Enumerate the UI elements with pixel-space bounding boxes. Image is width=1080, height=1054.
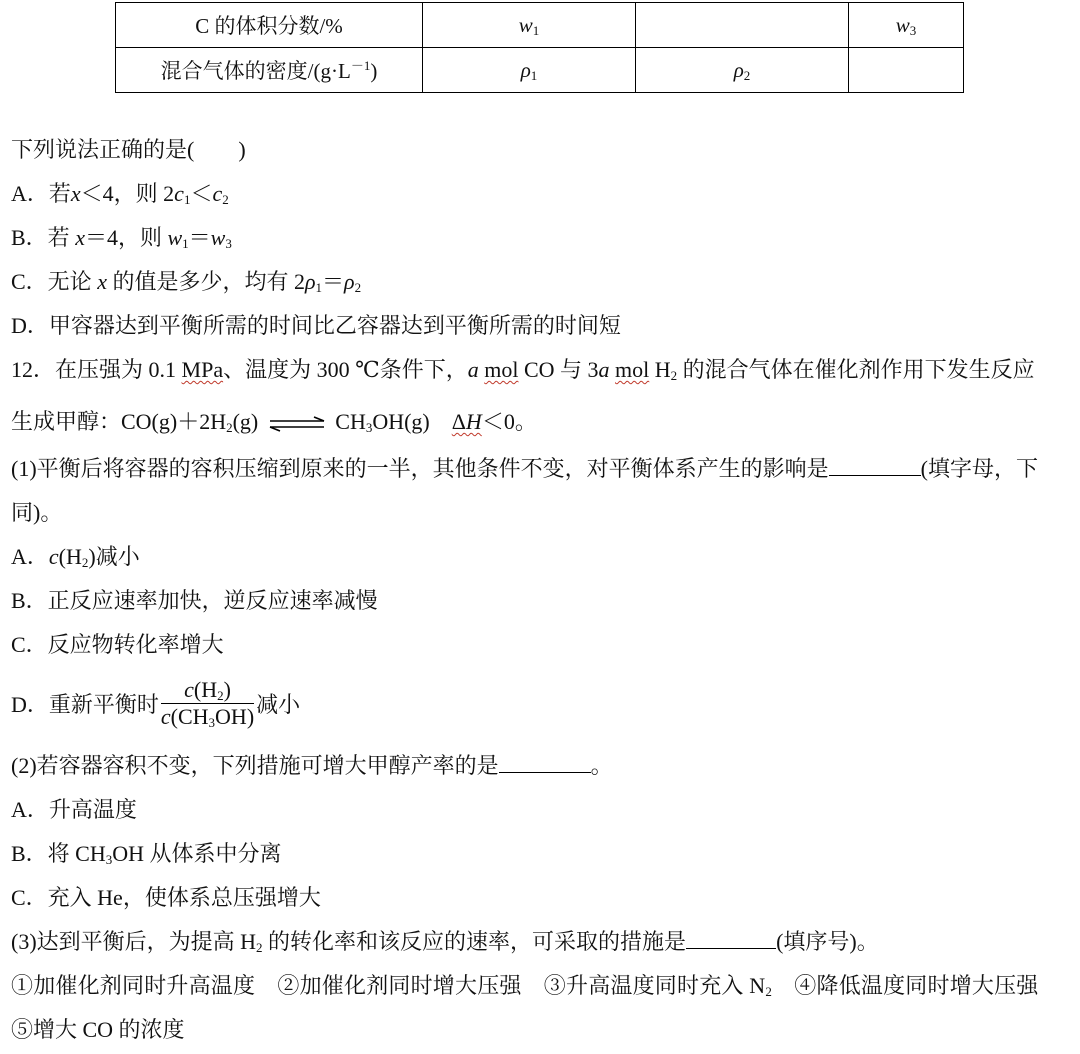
part2-question: (2)若容器容积不变，下列措施可增大甲醇产率的是 。 [11, 753, 613, 778]
option-a: A．若x＜4，则 $2c_1<c_2$ [11, 181, 229, 207]
part3-question: (3)达到平衡后，为提高 $H_2$ 的转化率和该反应的速率，可采取的措施是 (填序号)。 [11, 929, 879, 955]
answer-blank[interactable] [829, 457, 921, 476]
equilibrium-arrow-icon [268, 416, 326, 432]
measures-list-line1: ①加催化剂同时升高温度 ②加催化剂同时增大压强 ③升高温度同时充入 $N_2$ ④降低温度同时增大压强 [11, 973, 1039, 999]
part1-question: (1)平衡后将容器的容积压缩到原来的一半，其他条件不变，对平衡体系产生的影响是 (填字母，下 [11, 456, 1038, 481]
part1-option-b: B．正反应速率加快，逆反应速率减慢 [11, 588, 378, 613]
part1-question-cont: 同)。 [11, 500, 63, 525]
cell-rho2: $\rho_2$ [636, 48, 849, 93]
part1-option-d: D．重新平衡时 $\frac{c(H_2)}{c(CH_3OH)}$ 减小 [11, 677, 301, 730]
cell-empty [636, 3, 849, 48]
cell-rho1: $\rho_1$ [423, 48, 636, 93]
option-b: B．若 x＝4，则 $w_1=w_3$ [11, 225, 232, 251]
fraction: $\frac{c(H_2)}{c(CH_3OH)}$ [160, 677, 255, 730]
cell-w3: $w_3$ [849, 3, 964, 48]
answer-blank[interactable] [499, 754, 591, 773]
question-stem: 下列说法正确的是( ) [11, 137, 246, 162]
table-row [116, 3, 964, 48]
answer-blank[interactable] [686, 930, 776, 949]
part1-option-a: A．$c(H_2)$减小 [11, 544, 140, 570]
row-label: 混合气体的密度$/(g\cdot L^{-1})$ [116, 48, 423, 93]
part2-option-c: C．充入 He，使体系总压强增大 [11, 885, 321, 910]
cell-empty [849, 48, 964, 93]
part2-option-a: A．升高温度 [11, 797, 137, 822]
row-label: C 的体积分数/% [116, 3, 423, 48]
q12-intro-line2: 生成甲醇：$CO(g)+2H_2(g)$ $CH_3OH(g)$ ΔH＜0。 [11, 409, 537, 435]
q12-intro-line1: 12．在压强为 0.1 MPa、温度为 300 ℃条件下，a mol CO 与 3a mol $H_2$ 的混合气体在催化剂作用下发生反应 [11, 357, 1035, 383]
cell-w1: $w_1$ [423, 3, 636, 48]
table-row [116, 48, 964, 93]
part2-option-b: B．将 $CH_3OH$ 从体系中分离 [11, 841, 282, 867]
option-d: D．甲容器达到平衡所需的时间比乙容器达到平衡所需的时间短 [11, 313, 621, 338]
part1-option-c: C．反应物转化率增大 [11, 632, 224, 657]
option-c: C．无论 x 的值是多少，均有 $2\rho_1=\rho_2$ [11, 269, 362, 295]
data-table [115, 2, 964, 93]
measures-list-line2: ⑤增大 CO 的浓度 [11, 1017, 185, 1042]
